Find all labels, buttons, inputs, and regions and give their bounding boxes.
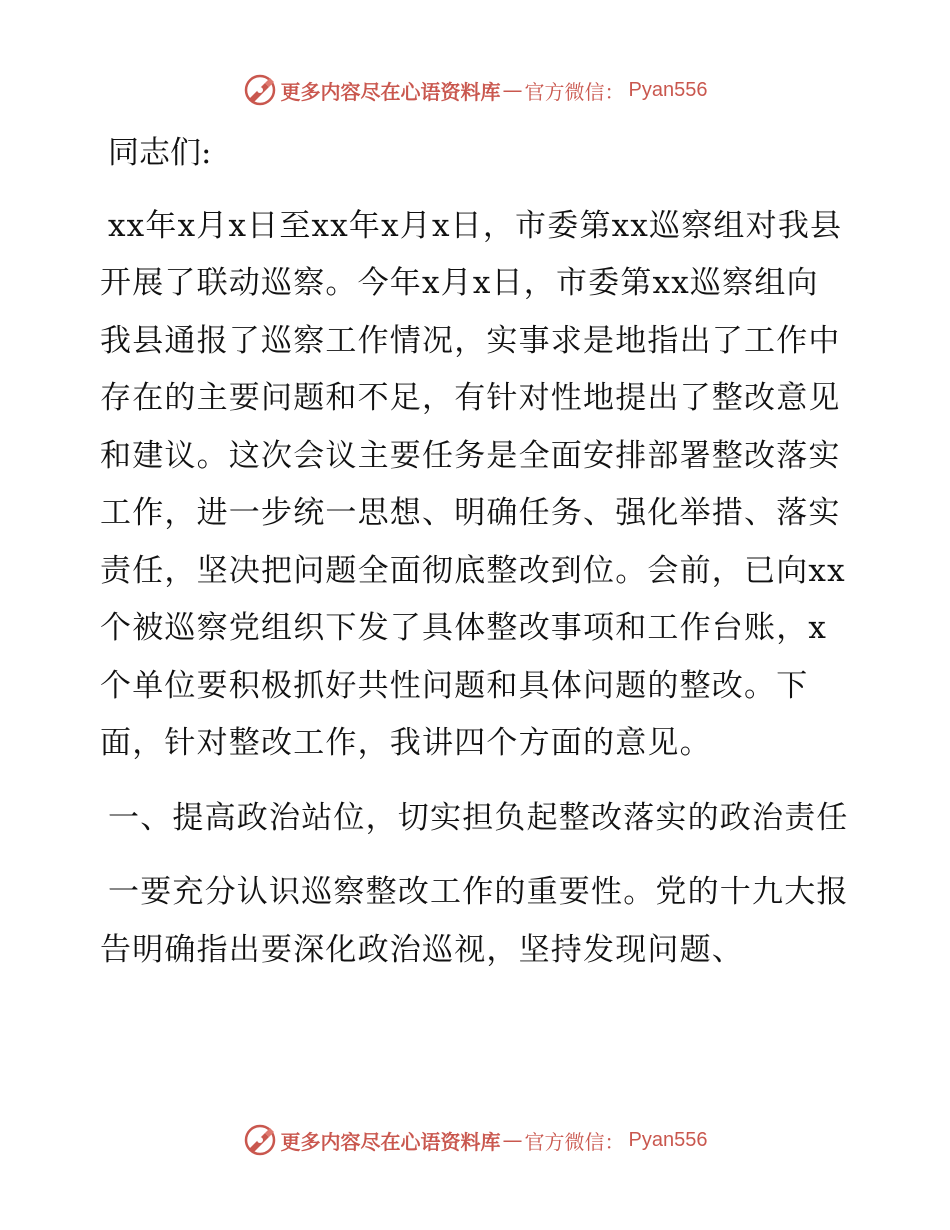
pen-logo-icon	[243, 1123, 277, 1157]
banner-main-text: 更多内容尽在心语资料库	[280, 1129, 501, 1154]
banner-separator: —	[502, 1128, 523, 1152]
banner-separator: —	[502, 78, 523, 102]
paragraph-section-1: 一要充分认识巡察整改工作的重要性。党的十九大报告明确指出要深化政治巡视，坚持发现问题、	[100, 874, 849, 968]
pen-logo-icon	[243, 73, 277, 107]
banner-wechat-label: 官方微信：	[524, 79, 625, 104]
banner-wechat-label: 官方微信：	[524, 1129, 625, 1154]
section-heading-1: 一、提高政治站位，切实担负起整改落实的政治责任	[108, 799, 849, 836]
salutation: 同志们:	[108, 135, 212, 171]
banner-main-text: 更多内容尽在心语资料库	[280, 79, 501, 104]
banner-wechat-id: Pyan556	[628, 78, 708, 101]
document-body	[100, 125, 850, 979]
banner-wechat-id: Pyan556	[628, 1128, 708, 1151]
paragraph-intro: xx年x月x日至xx年x月x日，市委第xx巡察组对我县开展了联动巡察。今年x月x日，市委第xx巡察组向我县通报了巡察工作情况，实事求是地指出了工作中存在的主要问题和不足，有针对性地提出了整改意见和建议。这次会议主要任务是全面安排部署整改落实工作，进一步统一思想、明确任务、强化举措、落实责任，坚决把问题全面彻底整改到位。会前，已向xx个被巡察党组织下发了具体整改事项和工作台账，x个单位要积极抓好共性问题和具体问题的整改。下面，针对整改工作，我讲四个方面的意见。	[100, 207, 846, 761]
header-watermark-banner	[0, 70, 950, 110]
footer-watermark-banner	[0, 1120, 950, 1160]
